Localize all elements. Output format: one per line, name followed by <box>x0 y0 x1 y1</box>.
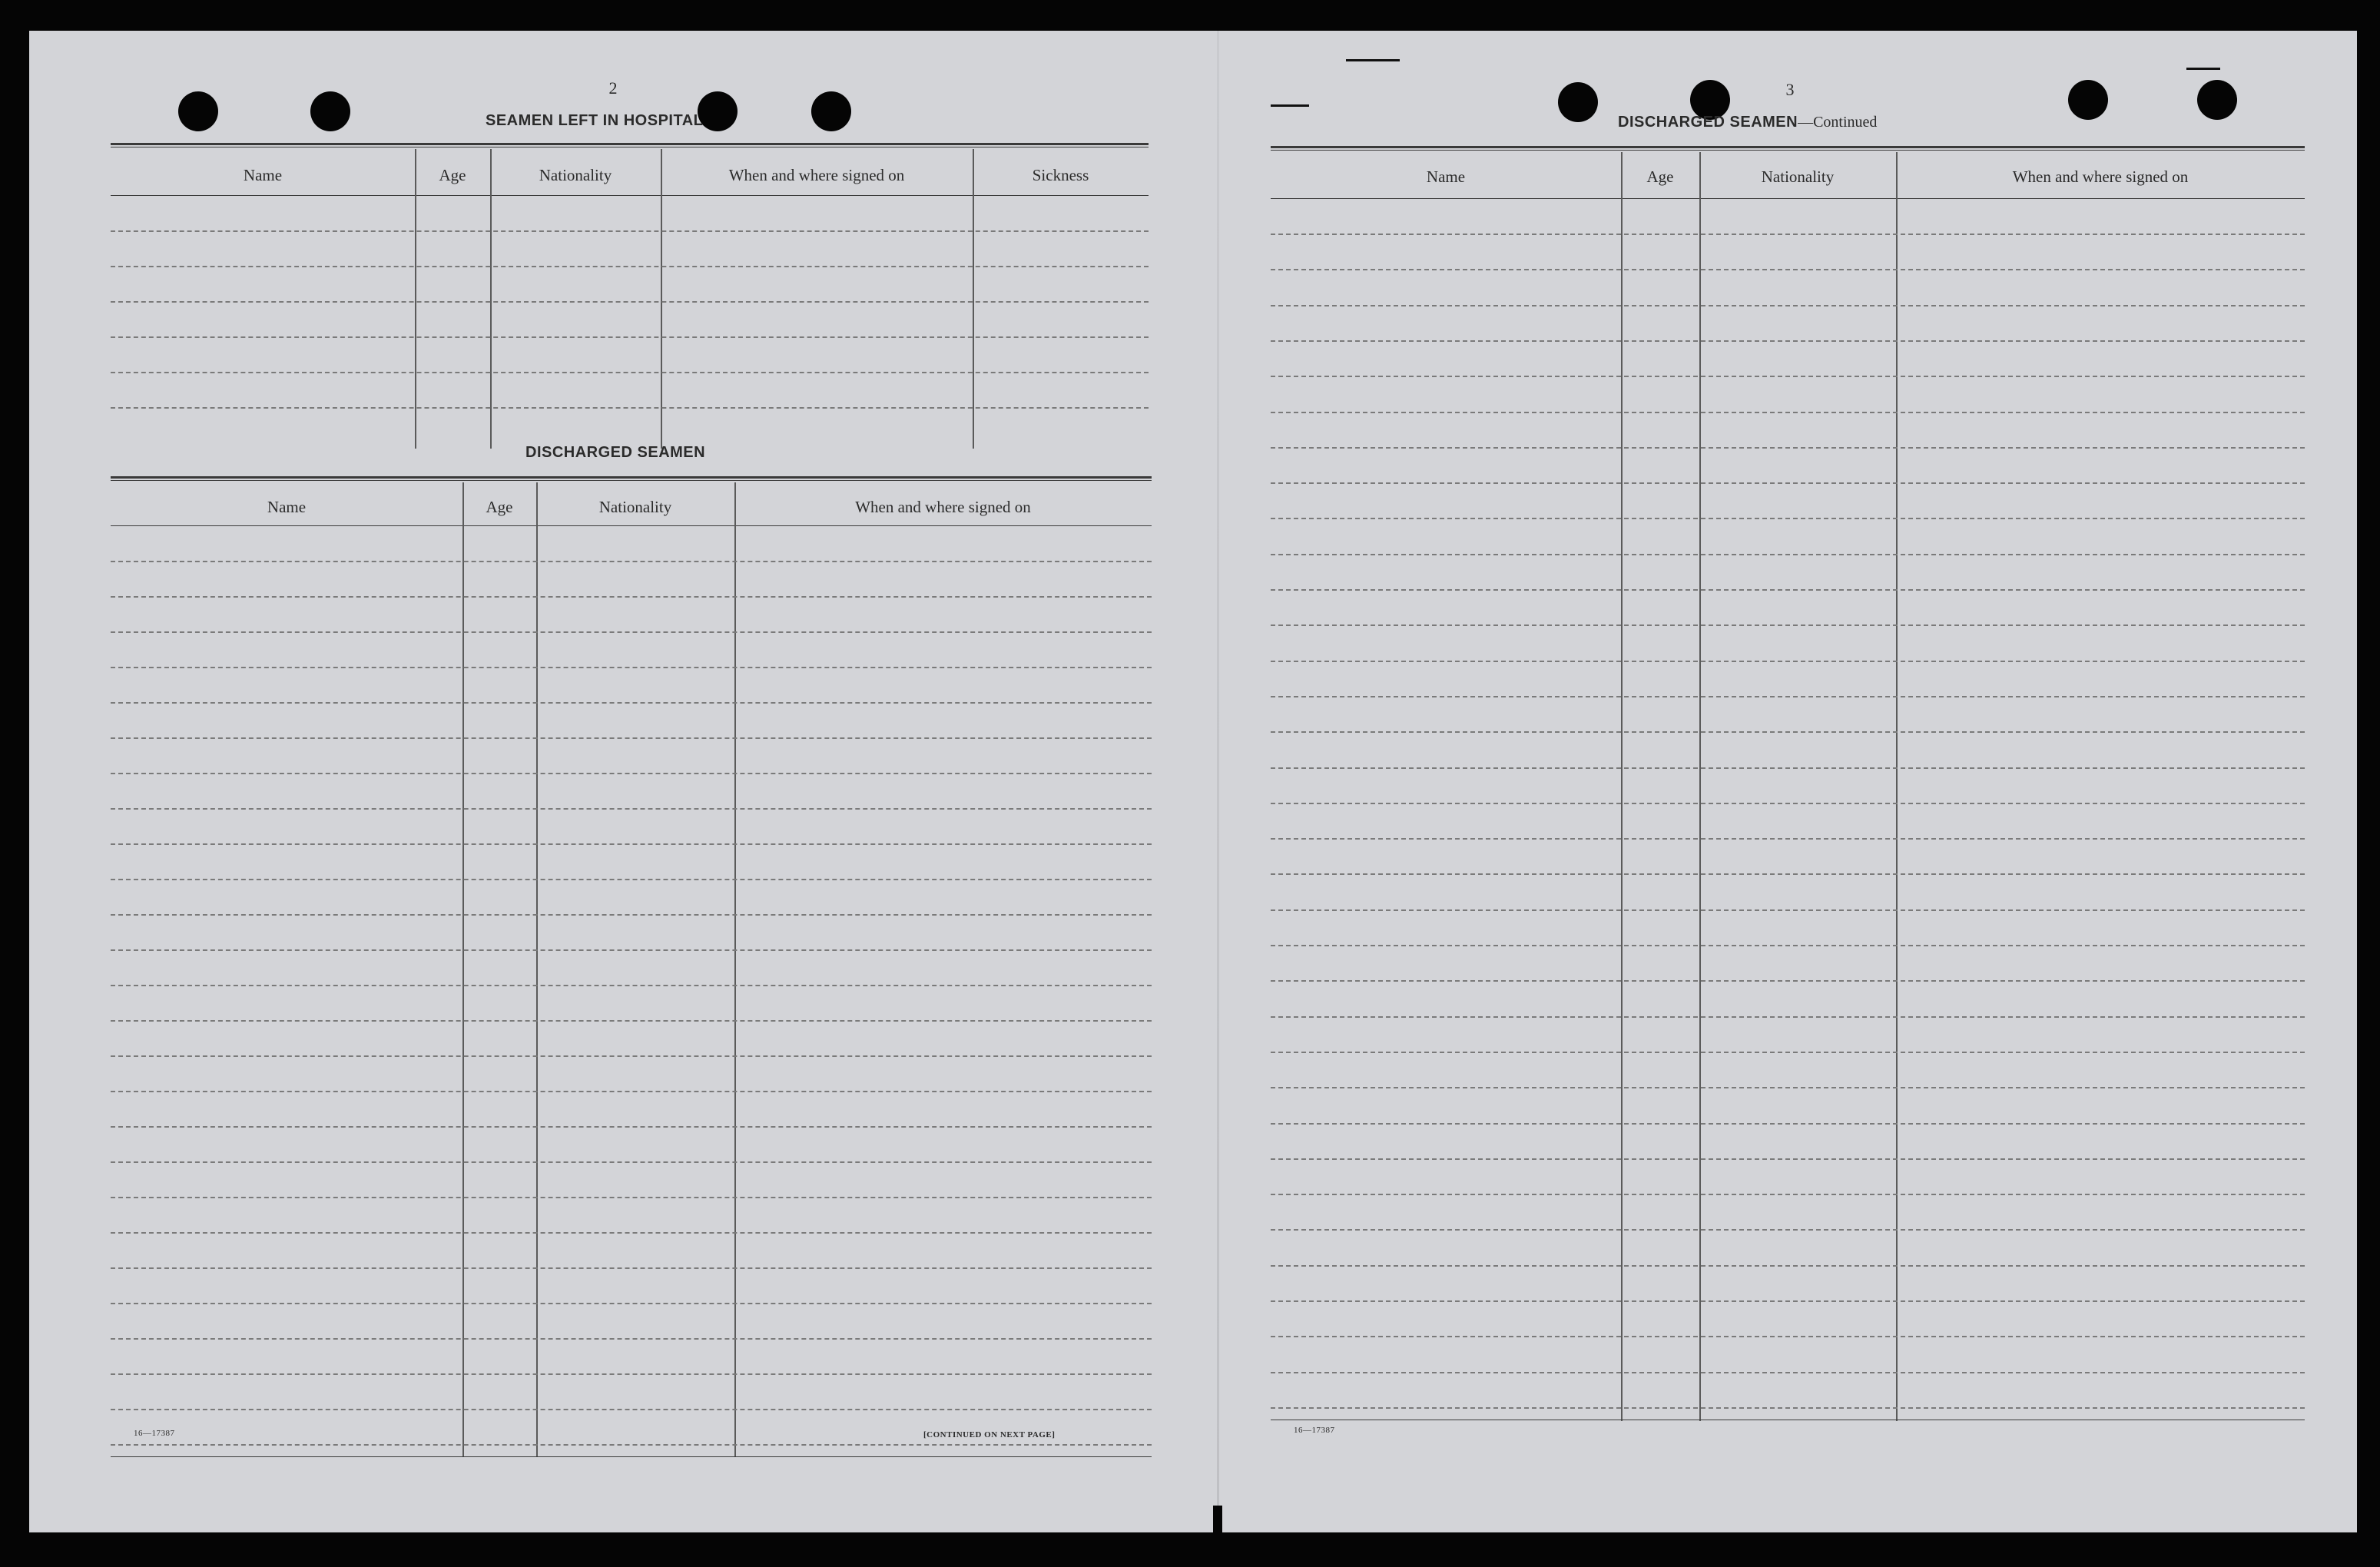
column-header-name: Name <box>243 166 283 184</box>
document-sheet <box>29 31 2357 1532</box>
row-rule <box>111 843 1152 845</box>
row-rule <box>1271 340 2305 342</box>
row-rule <box>111 773 1152 774</box>
column-header-signed-on: When and where signed on <box>728 166 905 184</box>
row-rule <box>1271 1300 2305 1302</box>
hospital-section-title: SEAMEN LEFT IN HOSPITAL <box>486 112 704 129</box>
row-rule <box>111 1444 1152 1446</box>
form-number-left: 16—17387 <box>134 1429 175 1438</box>
row-rule <box>1271 945 2305 946</box>
page-number-left: 2 <box>608 78 618 98</box>
row-rule <box>111 561 1152 562</box>
title-suffix: —Continued <box>1798 114 1878 131</box>
punch-hole <box>178 91 218 131</box>
column-header-nationality: Nationality <box>539 166 612 184</box>
row-rule <box>1271 1158 2305 1160</box>
row-rule <box>1271 412 2305 413</box>
row-rule <box>1271 696 2305 697</box>
row-rule <box>1271 1265 2305 1267</box>
row-rule <box>111 230 1149 232</box>
row-rule <box>111 1409 1152 1410</box>
punch-hole <box>698 91 738 131</box>
row-rule <box>1271 518 2305 519</box>
center-fold <box>1217 31 1219 1532</box>
column-header-nationality: Nationality <box>598 498 672 516</box>
column-header-signed-on: When and where signed on <box>855 498 1031 516</box>
row-rule <box>1271 1407 2305 1409</box>
row-rule <box>1271 589 2305 591</box>
row-rule <box>111 266 1149 267</box>
row-rule <box>1271 1123 2305 1125</box>
ink-mark <box>1346 59 1400 61</box>
continued-note: [CONTINUED ON NEXT PAGE] <box>923 1430 1056 1439</box>
row-rule <box>111 985 1152 986</box>
row-rule <box>1271 980 2305 982</box>
column-header-nationality: Nationality <box>1761 167 1835 186</box>
row-rule <box>1271 803 2305 804</box>
row-rule <box>1271 376 2305 377</box>
column-header-sickness: Sickness <box>1032 166 1089 184</box>
row-rule <box>1271 1372 2305 1373</box>
row-rule <box>111 1091 1152 1092</box>
row-rule <box>111 1338 1152 1340</box>
punch-hole <box>1558 82 1598 122</box>
row-rule <box>111 1055 1152 1057</box>
row-rule <box>1271 1229 2305 1231</box>
row-rule <box>111 1267 1152 1269</box>
discharged-continued-title <box>1618 114 1877 131</box>
row-rule <box>111 914 1152 916</box>
hospital-table <box>111 143 1149 450</box>
page-number-right: 3 <box>1785 80 1795 99</box>
row-rule <box>1271 1052 2305 1053</box>
row-rule <box>111 737 1152 739</box>
row-rule <box>111 702 1152 704</box>
row-rule <box>1271 1336 2305 1337</box>
title-text: DISCHARGED SEAMEN <box>1618 114 1798 131</box>
ink-mark <box>2186 68 2220 70</box>
discharged-continued-table <box>1271 146 2305 1421</box>
column-header-age: Age <box>439 166 466 184</box>
row-rule <box>1271 482 2305 484</box>
row-rule <box>111 631 1152 633</box>
row-rule <box>1271 838 2305 840</box>
column-header-name: Name <box>1426 167 1466 186</box>
row-rule <box>1271 624 2305 626</box>
row-rule <box>111 808 1152 810</box>
discharged-table <box>111 476 1152 1458</box>
punch-hole <box>811 91 851 131</box>
row-rule <box>111 407 1149 409</box>
row-rule <box>1271 305 2305 306</box>
punch-hole <box>2197 80 2237 120</box>
row-rule <box>111 667 1152 668</box>
row-rule <box>111 949 1152 951</box>
row-rule <box>1271 1016 2305 1018</box>
row-rule <box>111 301 1149 303</box>
column-header-name: Name <box>267 498 307 516</box>
row-rule <box>1271 1087 2305 1088</box>
discharged-section-title: DISCHARGED SEAMEN <box>525 444 706 461</box>
row-rule <box>111 372 1149 373</box>
row-rule <box>111 336 1149 338</box>
row-rule <box>111 879 1152 880</box>
fold-notch <box>1213 1506 1222 1532</box>
row-rule <box>1271 447 2305 449</box>
form-number-right: 16—17387 <box>1294 1426 1335 1435</box>
row-rule <box>1271 234 2305 235</box>
row-rule <box>1271 1194 2305 1195</box>
column-header-signed-on: When and where signed on <box>2012 167 2189 186</box>
row-rule <box>1271 269 2305 270</box>
column-header-age: Age <box>1646 167 1674 186</box>
row-rule <box>111 596 1152 598</box>
row-rule <box>111 1373 1152 1375</box>
punch-hole <box>310 91 350 131</box>
row-rule <box>1271 909 2305 911</box>
punch-hole <box>2068 80 2108 120</box>
row-rule <box>1271 767 2305 769</box>
column-header-age: Age <box>486 498 513 516</box>
row-rule <box>111 1232 1152 1234</box>
ink-mark <box>1271 104 1309 107</box>
row-rule <box>1271 554 2305 555</box>
row-rule <box>1271 661 2305 662</box>
row-rule <box>111 1020 1152 1022</box>
row-rule <box>1271 873 2305 875</box>
row-rule <box>111 1197 1152 1198</box>
row-rule <box>111 1126 1152 1128</box>
row-rule <box>111 1161 1152 1163</box>
row-rule <box>111 1303 1152 1304</box>
row-rule <box>1271 731 2305 733</box>
